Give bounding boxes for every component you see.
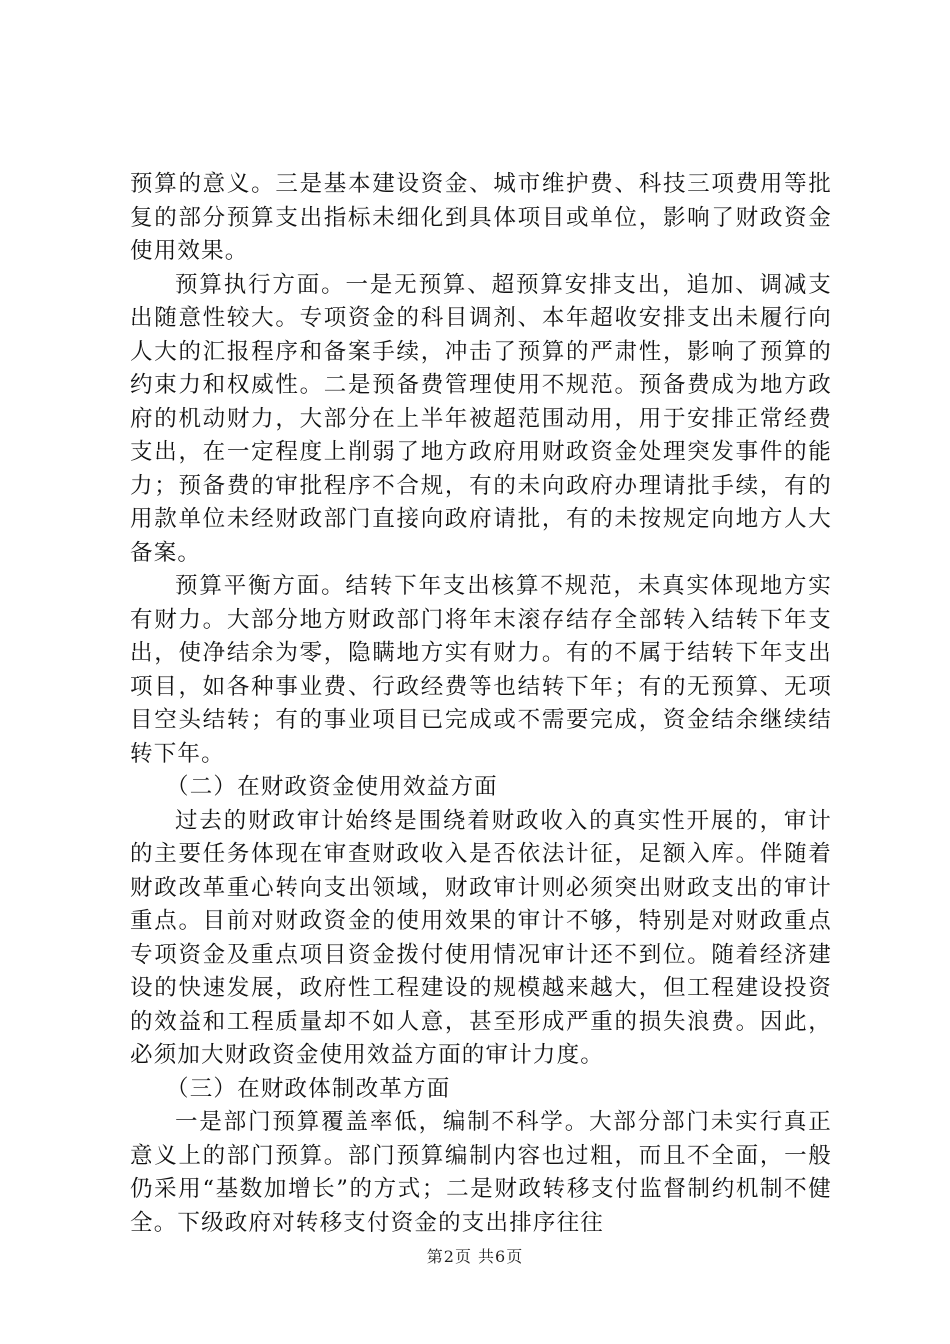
document-body	[130, 168, 832, 1240]
paragraph-budget-execution: 预算执行方面。一是无预算、超预算安排支出，追加、调减支出随意性较大。专项资金的科目调剂、本年超收安排支出未履行向人大的汇报程序和备案手续，冲击了预算的严肃性，影响了预算的约束力和权威性。二是预备费管理使用不规范。预备费成为地方政府的机动财力，大部分在上半年被超范围动用，用于安排正常经费支出，在一定程度上削弱了地方政府用财政资金处理突发事件的能力；预备费的审批程序不合规，有的未向政府办理请批手续，有的用款单位未经财政部门直接向政府请批，有的未按规定向地方人大备案。	[130, 271, 832, 566]
paragraph-fund-efficiency: 过去的财政审计始终是围绕着财政收入的真实性开展的，审计的主要任务体现在审查财政收入是否依法计征，足额入库。伴随着财政改革重心转向支出领域，财政审计则必须突出财政支出的审计重点。目前对财政资金的使用效果的审计不够，特别是对财政重点专项资金及重点项目资金拨付使用情况审计还不到位。随着经济建设的快速发展，政府性工程建设的规模越来越大，但工程建设投资的效益和工程质量却不如人意，甚至形成严重的损失浪费。因此，必须加大财政资金使用效益方面的审计力度。	[130, 807, 832, 1068]
paragraph-budget-balance: 预算平衡方面。结转下年支出核算不规范，未真实体现地方实有财力。大部分地方财政部门将年末滚存结存全部转入结转下年支出，使净结余为零，隐瞒地方实有财力。有的不属于结转下年支出项目，如各种事业费、行政经费等也结转下年；有的无预算、无项目空头结转；有的事业项目已完成或不需要完成，资金结余继续结转下年。	[130, 573, 832, 767]
section-heading-fund-efficiency: （二）在财政资金使用效益方面	[166, 774, 498, 800]
page-number-footer: 第2页 共6页	[426, 1247, 524, 1266]
paragraph-continuation: 预算的意义。三是基本建设资金、城市维护费、科技三项费用等批复的部分预算支出指标未细化到具体项目或单位，影响了财政资金使用效果。	[130, 171, 832, 264]
section-heading-system-reform: （三）在财政体制改革方面	[166, 1075, 451, 1102]
paragraph-system-reform: 一是部门预算覆盖率低，编制不科学。大部分部门未实行真正意义上的部门预算。部门预算编制内容也过粗，而且不全面，一般仍采用“基数加增长”的方式；二是财政转移支付监督制约机制不健全。下级政府对转移支付资金的支出排序往往	[130, 1109, 832, 1236]
